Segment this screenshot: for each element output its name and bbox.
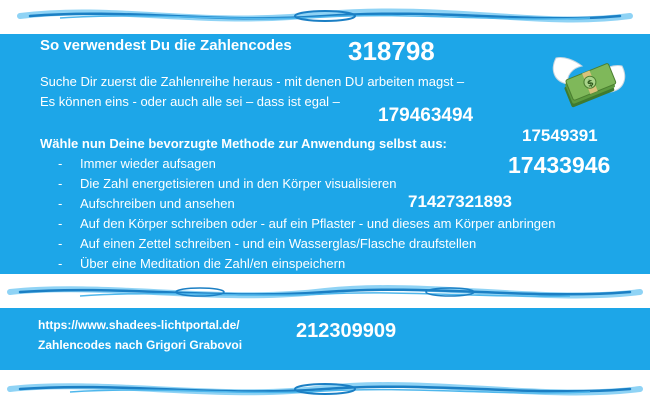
footer-subtitle: Zahlencodes nach Grigori Grabovoi	[38, 338, 243, 352]
list-dash: -	[58, 196, 63, 211]
wave-divider-top	[0, 2, 650, 30]
list-dash: -	[58, 216, 63, 231]
wave-divider-bottom	[0, 375, 650, 403]
website-link[interactable]: https://www.shadees-lichtportal.de/	[38, 318, 240, 332]
list-item	[58, 194, 556, 214]
list-item-label: Auf einen Zettel schreiben - und ein Wasserglas/Flasche draufstellen	[80, 236, 477, 251]
code-6: 212309909	[296, 320, 397, 342]
list-item	[58, 234, 556, 254]
wave-divider-middle	[0, 278, 650, 306]
footer-panel	[0, 308, 650, 370]
list-dash: -	[58, 256, 63, 271]
list-item	[58, 254, 556, 274]
main-panel	[0, 34, 650, 274]
list-item	[58, 214, 556, 234]
list-item-label: Die Zahl energetisieren und in den Körper visualisieren	[80, 176, 397, 191]
code-2: 179463494	[378, 105, 474, 126]
svg-text:$: $	[585, 78, 596, 90]
code-main: 318798	[348, 36, 435, 66]
code-5: 71427321893	[408, 192, 513, 211]
winged-money-icon	[548, 48, 630, 114]
intro-line-2: Es können eins - oder auch alle sei – dass ist egal –	[40, 94, 340, 109]
list-dash: -	[58, 236, 63, 251]
methods-list	[58, 154, 556, 274]
page-title: So verwendest Du die Zahlencodes	[40, 37, 292, 54]
list-item	[58, 154, 556, 174]
code-4: 17433946	[508, 152, 611, 178]
list-item	[58, 174, 556, 194]
code-3: 17549391	[522, 126, 598, 145]
list-item-label: Über eine Meditation die Zahl/en einspeichern	[80, 256, 346, 271]
list-item-label: Aufschreiben und ansehen	[80, 196, 235, 211]
list-item-label: Auf den Körper schreiben oder - auf ein Pflaster - und dieses am Körper anbringen	[80, 216, 556, 231]
intro-line-1: Suche Dir zuerst die Zahlenreihe heraus - mit denen DU arbeiten magst –	[40, 74, 465, 89]
list-item-label: Immer wieder aufsagen	[80, 156, 216, 171]
list-dash: -	[58, 156, 63, 171]
list-dash: -	[58, 176, 63, 191]
methods-heading: Wähle nun Deine bevorzugte Methode zur Anwendung selbst aus:	[40, 136, 447, 151]
